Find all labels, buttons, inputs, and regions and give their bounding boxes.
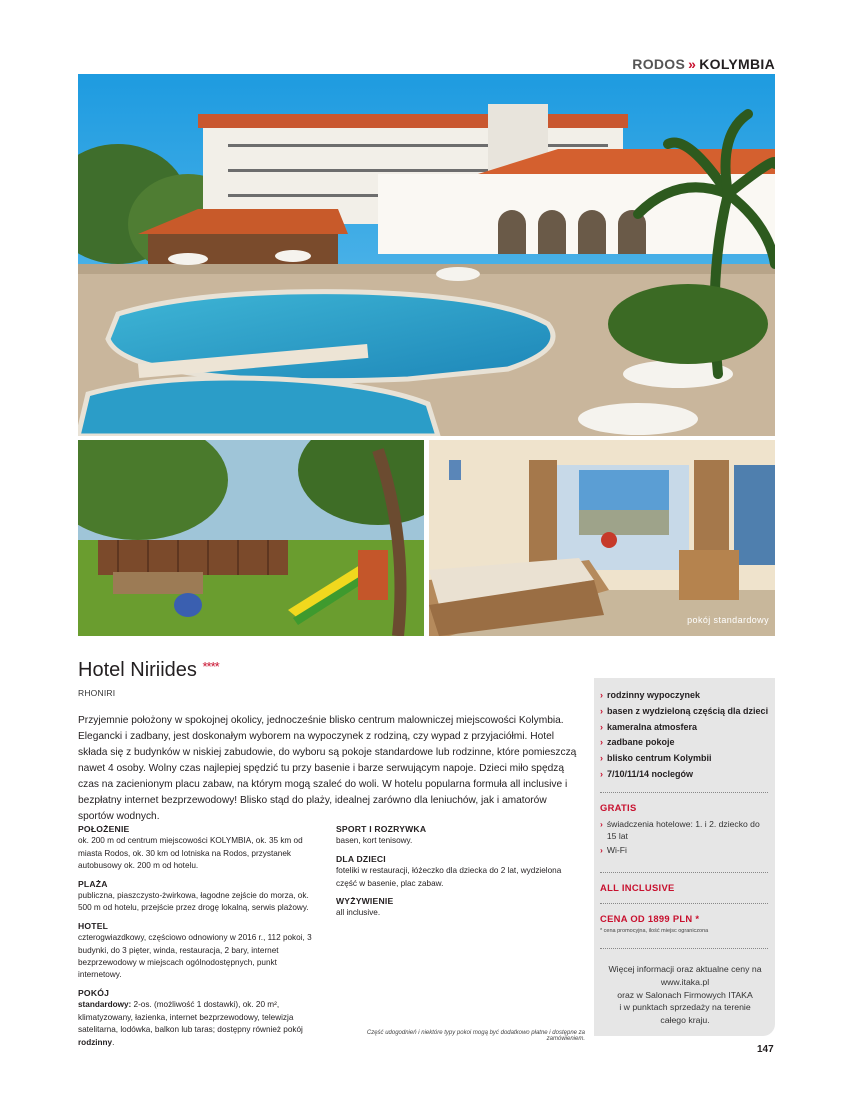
price-label: CENA OD 1899 PLN * [600,913,700,924]
pokoj-text [78,999,321,1049]
breadcrumb [632,56,775,72]
breadcrumb-city: KOLYMBIA [699,56,775,72]
gratis-list [600,818,770,858]
pokoj-rodzinny: rodzinny [78,1037,113,1047]
page-number: 147 [757,1044,774,1055]
info-block [600,963,770,1027]
hotel-title [78,659,219,682]
hotel-location: RHONIRI [78,688,116,698]
plaza-heading: PLAŻA [78,878,108,889]
website-link[interactable]: www.itaka.pl [660,976,710,987]
divider [600,948,768,949]
plaza-text: publiczna, piaszczysto-żwirkowa, łagodne zejście do morza, ok. 500 m od hotelu, przejście przez drogę lokalną, serwis plażowy. [78,891,309,913]
feature-item [600,688,775,704]
feature-label: kameralna atmosfera [607,721,698,732]
feature-item [600,720,775,736]
feature-label: rodzinny wypoczynek [607,690,701,700]
hotel-name: Hotel Niriides [78,659,197,681]
feature-label: basen z wydzieloną częścią dla dzieci [607,705,769,716]
polozenie-heading: POŁOŻENIE [78,824,130,834]
divider [600,792,768,793]
chevron-right-icon: › [600,705,603,716]
pokoj-heading: POKÓJ [78,987,110,998]
polozenie-text: ok. 200 m od centrum miejscowości KOLYMBIA, ok. 35 km od miasta Rodos, ok. 30 km od lotniska na Rodos, przystanek autobusowy ok. 200 m od hotelu. [78,836,303,871]
chevron-right-icon: › [600,721,603,732]
all-inclusive-label: ALL INCLUSIVE [600,882,675,893]
feature-label: zadbane pokoje [607,737,675,748]
divider [600,872,768,873]
divider [600,903,768,904]
feature-item [600,751,775,767]
details-column-left [78,823,321,1054]
pokoj-description: 2-os. (możliwość 1 dostawki), ok. 20 m², klimatyzowany, łazienka, internet bezprzewodowy, telewizja satelitarna, lodówka, balkon lub taras; dostępny również pokój [78,1000,303,1035]
feature-list [600,688,775,783]
feature-label: 7/10/11/14 noclegów [607,768,694,779]
chevron-right-icon: › [600,768,603,779]
hotel-heading: HOTEL [78,920,109,931]
wyzywienie-heading: WYŻYWIENIE [336,896,394,907]
feature-item [600,735,775,751]
dzieci-heading: DLA DZIECI [336,853,386,864]
breadcrumb-region: RODOS [632,56,686,72]
hotel-intro: Przyjemnie położony w spokojnej okolicy, jednocześnie blisko centrum malowniczej miejscowości Kolymbia. Elegancki i zadbany, jest doskonałym wyborem na wypoczynek z rodziną, czy wypad z przyjaciółmi. Hotel składa się z budynków w niskiej zabudowie, do wyboru są pokoje standardowe lub rodzinne, które pomieszczą nawet 4 osoby. Wolny czas najlepiej spędzić tu przy basenie i barze serwującym napoje. Dzieci miło spędzą czas na zacienionym placu zabaw, na którym mogą szaleć do woli. W hotelu popularna formuła all inclusive i bezpłatny internet bezprzewodowy! Blisko stąd do plaży, idealnej zarówno dla leniuchów, jak i amatorów sportów wodnych. [78,715,577,822]
breadcrumb-separator: » [688,56,697,72]
footnote: Część udogodnień i niektóre typy pokoi mogą być dodatkowo płatne i dostępne za zamówieniem. [366,1030,585,1042]
gratis-label: świadczenia hotelowe: 1. i 2. dziecko do 15 lat [606,819,760,841]
hotel-text: czterogwiazdkowy, częściowo odnowiony w 2016 r., 112 pokoi, 3 budynki, do 3 pięter, winda, restauracja, 2 bary, internet bezprzewodowy w miejscach ogólnodostępnych, punkt internetowy. [78,933,312,980]
sport-text: basen, kort tenisowy. [336,836,413,846]
feature-item [600,767,775,783]
info-line: całego kraju. [660,1015,710,1026]
details-column-right [336,823,583,925]
info-line: Więcej informacji oraz aktualne ceny na [608,964,762,974]
price-note: * cena promocyjna, ilość miejsc ograniczona [600,928,709,934]
chevron-right-icon: › [600,819,603,829]
chevron-right-icon: › [600,753,603,764]
wyzywienie-text: all inclusive. [336,908,381,918]
gratis-heading: GRATIS [600,802,637,813]
gratis-item [600,844,770,856]
hotel-pool-photo [78,74,775,436]
chevron-right-icon: › [600,690,603,700]
pokoj-end: . [112,1037,115,1047]
room-photo [429,440,775,636]
info-line: i w punktach sprzedaży na terenie [619,1002,751,1013]
pokoj-label: standardowy: [78,1000,132,1010]
sport-heading: SPORT I ROZRYWKA [336,824,427,834]
playground-photo [78,440,424,636]
hotel-stars: **** [202,659,219,674]
feature-label: blisko centrum Kolymbii [607,753,712,764]
chevron-right-icon: › [600,737,603,748]
room-photo-caption: pokój standardowy [687,615,769,625]
gratis-label: Wi-Fi [606,845,627,855]
dzieci-text: foteliki w restauracji, łóżeczko dla dziecka do 2 lat, wydzielona część w basenie, plac zabaw. [336,866,562,888]
feature-item [600,704,775,720]
chevron-right-icon: › [600,845,603,855]
gratis-item [600,818,770,842]
info-line: oraz w Salonach Firmowych ITAKA [617,989,753,1000]
